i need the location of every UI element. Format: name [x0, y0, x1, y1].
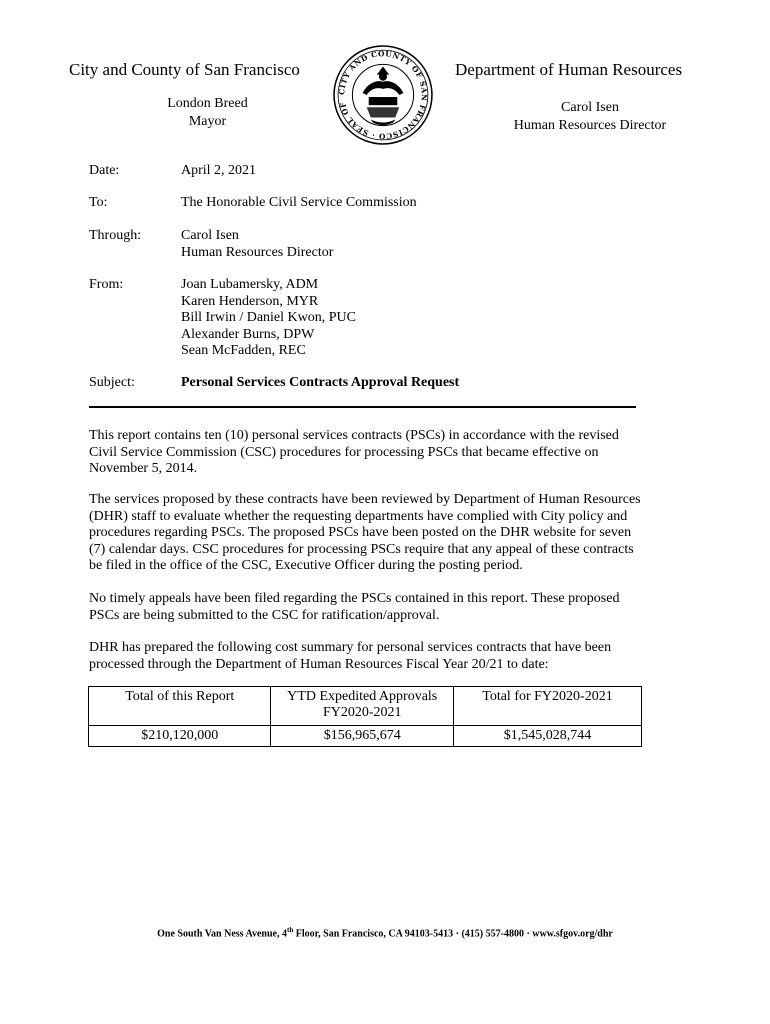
body-paragraph: This report contains ten (10) personal services contracts (PSCs) in accordance with the revised Civil Service Commission (CSC) procedures for processing PSCs that became effective on November 5, 2014. [89, 428, 619, 476]
from-line: Bill Irwin / Daniel Kwon, PUC [181, 310, 356, 325]
mayor-block [150, 95, 265, 131]
from-line: Sean McFadden, REC [181, 343, 306, 358]
seal-text: CITY AND COUNTY OF SAN FRANCISCO · SEAL OF [337, 49, 429, 141]
date-value: April 2, 2021 [181, 163, 257, 178]
department-title: Department of Human Resources [455, 60, 683, 79]
subject-value: Personal Services Contracts Approval Request [181, 375, 460, 390]
table-cell: $156,965,674 [271, 726, 453, 747]
header-divider [89, 406, 636, 408]
table-header-cell: Total of this Report [89, 687, 271, 726]
subject-label: Subject: [89, 375, 135, 390]
from-label: From: [89, 277, 124, 292]
through-line: Human Resources Director [181, 244, 334, 260]
mayor-title: Mayor [188, 114, 227, 129]
through-line: Carol Isen [181, 228, 239, 243]
footer-address-end: Floor, San Francisco, CA 94103-5413 · (415) 557-4800 · www.sfgov.org/dhr [293, 928, 613, 940]
through-value [181, 228, 333, 261]
director-name: Carol Isen [561, 100, 619, 115]
city-seal-icon [332, 44, 434, 146]
mayor-name: London Breed [167, 96, 248, 111]
to-value: The Honorable Civil Service Commission [181, 195, 417, 210]
body-paragraph: No timely appeals have been filed regarding the PSCs contained in this report. These proposed PSCs are being submitted to the CSC for ratification/approval. [89, 591, 620, 623]
from-line: Joan Lubamersky, ADM [181, 277, 319, 292]
table-row [89, 726, 642, 747]
from-value [181, 277, 356, 360]
footer-address [0, 926, 770, 939]
body-paragraph: The services proposed by these contracts have been reviewed by Department of Human Resources (DHR) staff to evaluate whether the requesting departments have complied with City policy and procedures regarding PSCs. The proposed PSCs have been posted on the DHR website for seven (7) calendar days. CSC procedures for processing PSCs require that any appeal of these contracts be filed in the office of the CSC, Executive Officer during the posting period. [89, 492, 641, 573]
table-header-cell: Total for FY2020-2021 [453, 687, 641, 726]
table-header-row [89, 687, 642, 726]
svg-text:CITY AND COUNTY OF SAN FRANCIS [337, 49, 429, 141]
from-line: Karen Henderson, MYR [181, 293, 319, 309]
through-label: Through: [89, 228, 142, 243]
director-title: Human Resources Director [513, 118, 667, 133]
footer-address-start: One South Van Ness Avenue, 4 [157, 928, 287, 940]
from-line: Alexander Burns, DPW [181, 326, 315, 342]
table-cell: $210,120,000 [89, 726, 271, 747]
city-title: City and County of San Francisco [69, 60, 300, 79]
to-label: To: [89, 195, 108, 210]
table-header-cell: YTD Expedited Approvals FY2020-2021 [271, 687, 453, 726]
table-cell: $1,545,028,744 [453, 726, 641, 747]
footer-address-sup: th [286, 926, 294, 934]
cost-summary-table [88, 686, 642, 747]
director-block [495, 99, 685, 135]
date-label: Date: [89, 163, 120, 178]
body-paragraph: DHR has prepared the following cost summary for personal services contracts that have been processed through the Department of Human Resources Fiscal Year 20/21 to date: [89, 640, 612, 672]
